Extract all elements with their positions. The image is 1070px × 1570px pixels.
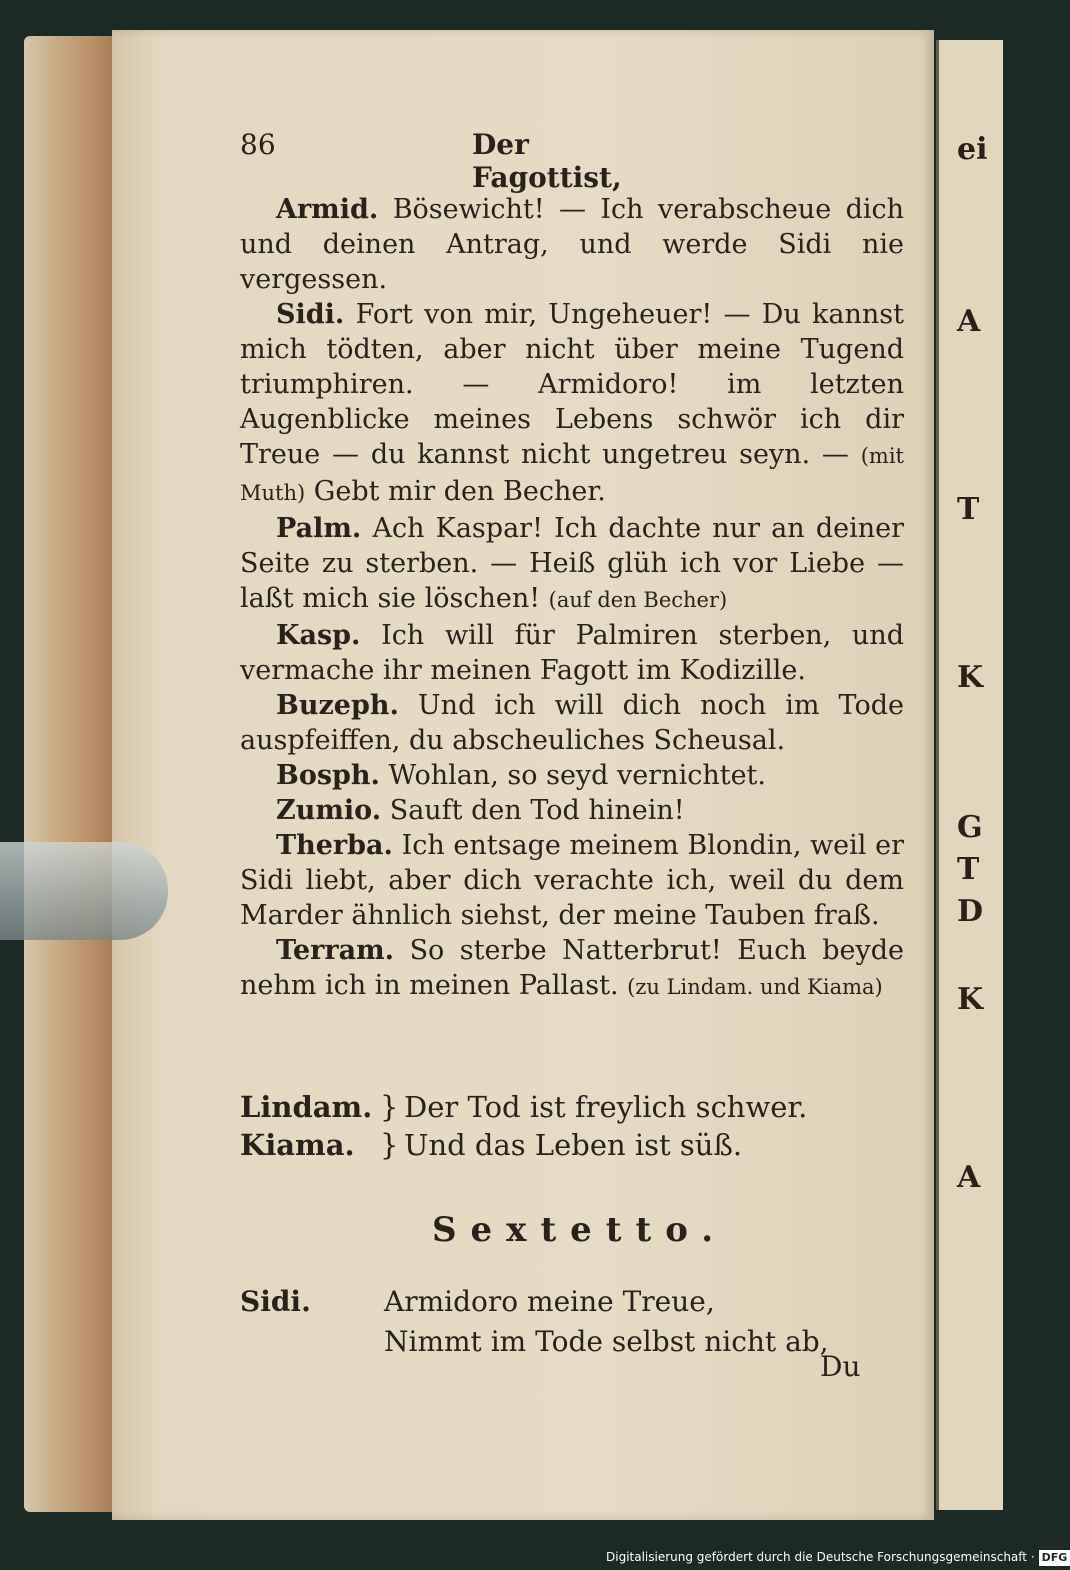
next-page-fragment: K bbox=[957, 982, 984, 1017]
stage-direction: (zu Lindam. und Kiama) bbox=[627, 975, 883, 999]
speech-text: So sterbe Natterbrut! Euch beyde nehm ich in meinen Pallast. bbox=[240, 935, 904, 1001]
stage-direction: (auf den Becher) bbox=[548, 588, 728, 612]
speech-text: Wohlan, so seyd vernichtet. bbox=[388, 760, 766, 791]
speaker-name: Sidi. bbox=[240, 1285, 311, 1318]
speaker-name: Lindam. bbox=[240, 1090, 373, 1124]
catchword: Du bbox=[820, 1350, 861, 1383]
next-page-edge bbox=[936, 40, 1003, 1510]
speaker-name: Sidi. bbox=[276, 299, 345, 330]
next-page-fragment: G bbox=[957, 810, 983, 845]
page-number: 86 bbox=[240, 128, 276, 161]
next-page-fragment: D bbox=[957, 894, 984, 929]
running-head: Der Fagottist, bbox=[472, 128, 622, 194]
song-line bbox=[240, 1322, 829, 1362]
dialogue-paragraph bbox=[240, 192, 904, 297]
speaker-name: Kasp. bbox=[276, 620, 361, 651]
speech-text: Bösewicht! — Ich verabscheue dich und deinen Antrag, und werde Sidi nie vergessen. bbox=[240, 194, 904, 295]
duet-line bbox=[240, 1126, 807, 1164]
dfg-logo: DFG bbox=[1039, 1550, 1070, 1566]
speaker-name: Buzeph. bbox=[276, 690, 399, 721]
speech-text: Ich will für Palmiren sterben, und vermache ihr meinen Fagott im Kodizille. bbox=[240, 620, 904, 686]
dialogue-body bbox=[240, 192, 904, 1005]
song-line bbox=[240, 1282, 829, 1322]
verse-line: Armidoro meine Treue, bbox=[384, 1285, 715, 1318]
next-page-fragment: ei bbox=[957, 132, 988, 167]
digitization-footer bbox=[606, 1546, 1068, 1568]
speech-text: Und das Leben ist süß. bbox=[404, 1128, 743, 1162]
dialogue-paragraph bbox=[240, 618, 904, 688]
speech-text: Und ich will dich noch im Tode auspfeiffen, du abscheuliches Scheusal. bbox=[240, 690, 904, 756]
speech-text: Ich entsage meinem Blondin, weil er Sidi liebt, aber dich verachte ich, weil du dem Marder ähnlich siehst, der meine Tauben fraß. bbox=[240, 830, 904, 931]
verse-line: Nimmt im Tode selbst nicht ab, bbox=[384, 1325, 829, 1358]
duet-block bbox=[240, 1088, 807, 1164]
speaker-name: Terram. bbox=[276, 935, 395, 966]
brace: } bbox=[380, 1128, 399, 1162]
footer-text: Digitalisierung gefördert durch die Deutsche Forschungsgemeinschaft · bbox=[606, 1550, 1035, 1564]
speaker-name: Kiama. bbox=[240, 1128, 355, 1162]
speaker-name: Armid. bbox=[276, 194, 379, 225]
speech-text: Sauft den Tod hinein! bbox=[389, 795, 685, 826]
stage-direction: (mit Muth) bbox=[240, 444, 904, 505]
dialogue-paragraph bbox=[240, 688, 904, 758]
book-edge bbox=[24, 36, 124, 1512]
duet-line bbox=[240, 1088, 807, 1126]
dialogue-paragraph bbox=[240, 758, 904, 793]
next-page-fragment: A bbox=[957, 304, 981, 339]
dialogue-paragraph bbox=[240, 933, 904, 1005]
brace: } bbox=[380, 1090, 399, 1124]
speaker-name: Bosph. bbox=[276, 760, 380, 791]
page-clip bbox=[0, 842, 168, 940]
dialogue-paragraph bbox=[240, 828, 904, 933]
dialogue-paragraph bbox=[240, 297, 904, 511]
next-page-fragment: T bbox=[957, 852, 980, 887]
speaker-name: Therba. bbox=[276, 830, 393, 861]
song-block bbox=[240, 1282, 829, 1362]
dialogue-paragraph bbox=[240, 511, 904, 618]
dialogue-paragraph bbox=[240, 793, 904, 828]
speech-text: Fort von mir, Ungeheuer! — Du kannst mich tödten, aber nicht über meine Tugend triumphiren. — Armidoro! im letzten Augenblicke meines Lebens schwör ich dir Treue — du kannst nicht ungetreu seyn. — bbox=[240, 299, 904, 470]
next-page-fragment: T bbox=[957, 492, 980, 527]
speaker-name: Palm. bbox=[276, 513, 362, 544]
speech-text: Gebt mir den Becher. bbox=[313, 476, 606, 507]
speaker-name: Zumio. bbox=[276, 795, 382, 826]
song-title: Sextetto. bbox=[432, 1210, 728, 1250]
next-page-fragment: A bbox=[957, 1160, 981, 1195]
speech-text: Ach Kaspar! Ich dachte nur an deiner Seite zu sterben. — Heiß glüh ich vor Liebe — laßt mich sie löschen! bbox=[240, 513, 904, 614]
next-page-fragment: K bbox=[957, 660, 984, 695]
speech-text: Der Tod ist freylich schwer. bbox=[404, 1090, 808, 1124]
